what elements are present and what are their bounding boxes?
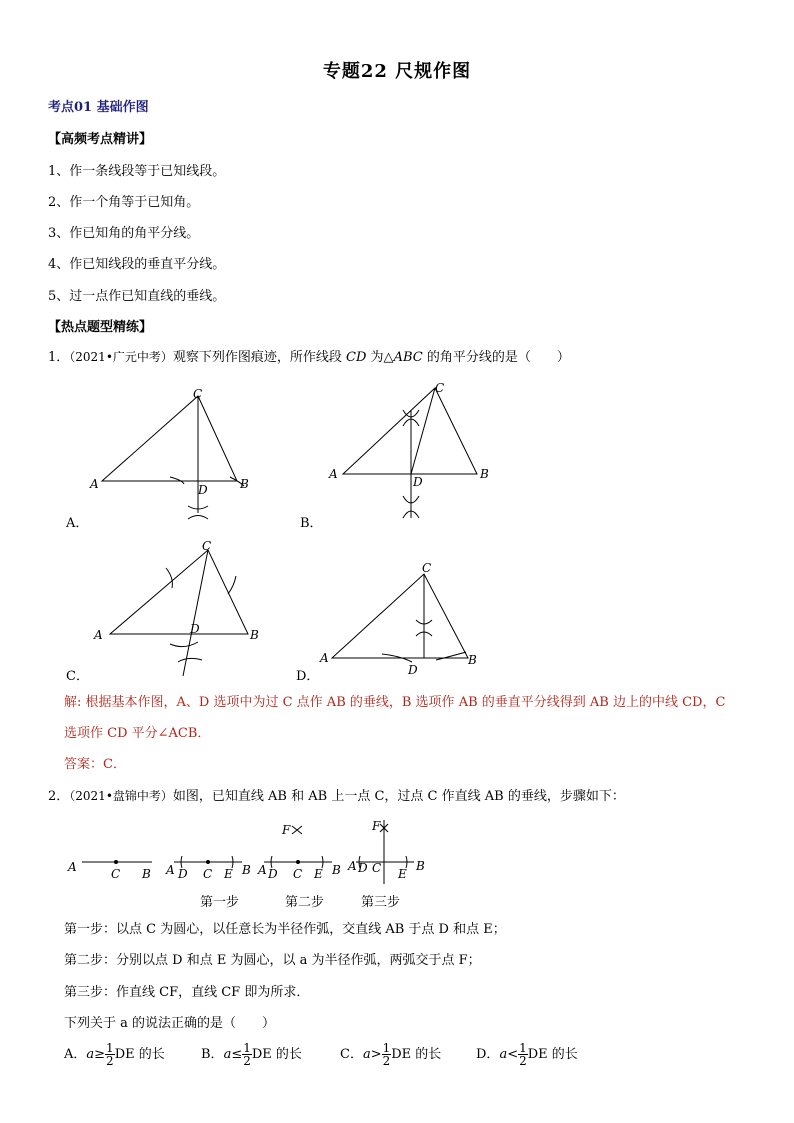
question-1-stem xyxy=(48,346,570,365)
q2-option-c xyxy=(340,1042,441,1067)
label-a: A xyxy=(258,863,267,877)
label-c: C xyxy=(111,867,121,881)
label-b: B xyxy=(332,863,341,877)
option-label: B． xyxy=(201,1047,224,1062)
label-a: A xyxy=(166,863,175,877)
figure-b xyxy=(325,378,505,523)
label-b: B xyxy=(142,867,151,881)
solution-line-1: 解: 根据基本作图，A、D 选项中为过 C 点作 AB 的垂线，B 选项作 AB 的垂直平分线得到 AB 边上的中线 CD，C xyxy=(64,695,726,710)
fraction-half xyxy=(382,1042,392,1067)
option-tail: DE 的长 xyxy=(527,1047,578,1062)
label-b: B xyxy=(250,628,259,642)
label-c: C xyxy=(203,867,213,881)
frac-num: 1 xyxy=(519,1041,527,1055)
label-a: A xyxy=(90,477,99,491)
figure-d xyxy=(316,558,491,678)
question-2-ask: 下列关于 a 的说法正确的是（ ） xyxy=(64,1016,276,1031)
q2-option-a xyxy=(64,1042,165,1067)
option-c: C． xyxy=(66,669,89,684)
label-c: C xyxy=(193,387,203,401)
label-b: B xyxy=(416,859,425,873)
page-title: 专题22 尺规作图 xyxy=(322,61,472,82)
step-caption: 第三步 xyxy=(361,895,401,910)
label-b: B xyxy=(240,477,249,491)
point-item: 3、作已知角的角平分线。 xyxy=(48,226,200,241)
question-number: 1． xyxy=(48,350,70,365)
label-d: D xyxy=(413,475,423,489)
label-a: A xyxy=(68,860,77,874)
frac-num: 1 xyxy=(243,1041,251,1055)
frac-den: 2 xyxy=(519,1054,527,1068)
point-item: 1、作一条线段等于已知线段。 xyxy=(48,164,226,179)
question-source: （2021•盘锦中考） xyxy=(69,789,173,803)
option-label: A． xyxy=(64,1047,87,1062)
label-b: B xyxy=(480,467,489,481)
label-e: E xyxy=(224,867,233,881)
label-a: A xyxy=(329,467,338,481)
option-label: D． xyxy=(476,1047,500,1062)
label-e: E xyxy=(398,867,407,881)
label-c: C xyxy=(293,867,303,881)
frac-num: 1 xyxy=(382,1041,391,1055)
solution-line-2: 选项作 CD 平分∠ACB． xyxy=(64,726,211,741)
option-b: B． xyxy=(300,516,323,531)
figure-a xyxy=(80,380,270,520)
figure-q2-steps xyxy=(64,814,444,886)
option-relation: a≥ xyxy=(86,1047,106,1062)
option-d: D． xyxy=(296,669,320,684)
frac-num: 1 xyxy=(106,1041,114,1055)
label-d: D xyxy=(268,867,278,881)
label-f: F xyxy=(372,819,381,833)
fraction-half xyxy=(242,1042,252,1067)
step-3-text: 第三步：作直线 CF，直线 CF 即为所求． xyxy=(64,985,310,1000)
q2-option-b xyxy=(201,1042,302,1067)
frac-den: 2 xyxy=(382,1054,391,1068)
label-d: D xyxy=(178,867,188,881)
frac-den: 2 xyxy=(106,1054,114,1068)
option-tail: DE 的长 xyxy=(251,1047,302,1062)
question-2-stem xyxy=(48,785,625,804)
label-a: A xyxy=(348,859,357,873)
label-a: A xyxy=(94,628,103,642)
label-d: D xyxy=(190,622,200,636)
step-caption: 第二步 xyxy=(285,895,325,910)
practice-header: 【热点题型精练】 xyxy=(48,320,153,335)
point-item: 4、作已知线段的垂直平分线。 xyxy=(48,257,226,272)
stem-text: 如图，已知直线 AB 和 AB 上一点 C，过点 C 作直线 AB 的垂线，步骤如下： xyxy=(172,789,625,804)
label-b: B xyxy=(242,863,251,877)
label-d: D xyxy=(408,663,418,677)
label-a: A xyxy=(320,651,329,665)
answer-text: 答案：C． xyxy=(64,757,126,772)
option-relation: a> xyxy=(362,1047,382,1062)
label-c: C xyxy=(435,381,445,395)
point-item: 2、作一个角等于已知角。 xyxy=(48,195,200,210)
option-label: C． xyxy=(340,1047,363,1062)
stem-text: 的角平分线的是（ ） xyxy=(422,350,570,365)
label-c: C xyxy=(372,861,382,875)
triangle-abc: ABC xyxy=(393,350,423,365)
stem-text: 观察下列作图痕迹，所作线段 xyxy=(172,350,347,365)
option-relation: a< xyxy=(499,1047,519,1062)
label-e: E xyxy=(314,867,323,881)
option-tail: DE 的长 xyxy=(114,1047,165,1062)
step-caption: 第一步 xyxy=(200,895,240,910)
point-item: 5、过一点作已知直线的垂线。 xyxy=(48,289,226,304)
stem-text: 为△ xyxy=(366,350,394,365)
label-f: F xyxy=(282,823,291,837)
label-b: B xyxy=(468,653,477,667)
option-a: A． xyxy=(66,516,89,531)
question-source: （2021•广元中考） xyxy=(69,350,173,364)
question-number: 2． xyxy=(48,789,70,804)
segment-cd: CD xyxy=(346,350,367,365)
label-d: D xyxy=(198,483,208,497)
fraction-half xyxy=(518,1042,528,1067)
label-d: D xyxy=(358,861,368,875)
section-heading: 考点01 基础作图 xyxy=(48,100,149,115)
label-c: C xyxy=(202,539,212,553)
fraction-half xyxy=(105,1042,115,1067)
figure-c xyxy=(88,538,273,678)
option-tail: DE 的长 xyxy=(391,1047,442,1062)
frac-den: 2 xyxy=(243,1054,251,1068)
step-1-text: 第一步：以点 C 为圆心，以任意长为半径作弧，交直线 AB 于点 D 和点 E； xyxy=(64,922,506,937)
step-2-text: 第二步：分别以点 D 和点 E 为圆心，以 a 为半径作弧，两弧交于点 F； xyxy=(64,953,481,968)
q2-option-d xyxy=(476,1042,578,1067)
label-c: C xyxy=(422,561,432,575)
highfreq-header: 【高频考点精讲】 xyxy=(48,132,153,147)
option-relation: a≤ xyxy=(223,1047,243,1062)
